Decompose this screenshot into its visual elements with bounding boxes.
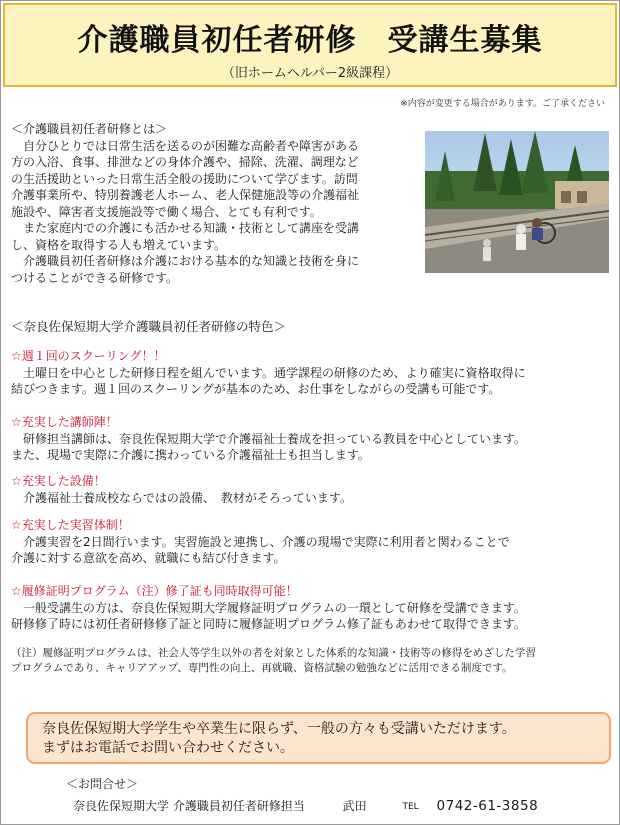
title-banner [3,3,617,87]
feature-item [11,414,526,464]
intro-line: また家庭内での介護にも活かせる知識・技術として講座を受講 [11,221,360,235]
page-title: 介護職員初任者研修 受講生募集 [77,23,543,58]
footnote-line: プログラムであり、キャリアアップ、専門性の向上、再就職、資格試験の勉強などに活用できる制度です。 [11,662,513,674]
feature-line: 介護実習を2日間行います。実習施設と連携し、介護の現場で実際に利用者と関わることで [11,534,510,549]
page-subtitle: （旧ホームヘルパー2級課程） [221,66,399,81]
feature-line: 一般受講生の方は、奈良佐保短期大学履修証明プログラムの一環として研修を受講できます。 [11,600,526,615]
contact-person: 武田 [342,799,367,813]
intro-section [11,121,359,286]
intro-line: 自分ひとりでは日常生活を送るのが困難な高齢者や障害がある [11,138,360,153]
feature-item [11,473,352,506]
contact-heading: ＜お問合せ＞ [66,777,139,791]
feature-line: 研修修了時には初任者研修修了証と同時に履修証明プログラム修了証もあわせて取得できます。 [11,617,526,631]
feature-line: 結びつきます。週１回のスクーリングが基本のため、お仕事をしながらの受講も可能です。 [11,382,501,396]
intro-line: の生活援助といった日常生活全般の援助について学びます。訪問 [11,171,358,186]
intro-line: 施設や、障害者支援施設等で働く場合、とても有利です。 [11,204,322,219]
intro-heading: ＜介護職員初任者研修とは＞ [11,122,168,136]
intro-line: つけることができる研修です。 [11,270,179,285]
change-notice: ※内容が変更する場合があります。ご了承ください [400,99,605,109]
feature-line: 介護福祉士養成校ならではの設備、 教材がそろっています。 [11,490,352,505]
feature-item [11,517,510,567]
open-enrollment-callout [26,712,611,764]
feature-title: ☆充実した設備！ [11,474,106,488]
callout-line: 奈良佐保短期大学学生や卒業生に限らず、一般の方々も受講いただけます。 [42,721,516,737]
feature-title: ☆充実した実習体制！ [11,518,130,532]
tel-label: TEL [402,802,419,812]
intro-line: し、資格を取得する人も増えています。 [11,237,227,252]
footnote [11,646,536,676]
feature-item [11,583,526,633]
contact-phone[interactable]: 0742-61-3858 [436,798,539,814]
feature-line: また、現場で実際に介護に携わっている介護福祉士も担当します。 [11,448,370,462]
callout-line: まずはお電話でお問い合わせください。 [42,740,294,756]
features-heading: ＜奈良佐保短期大学介護職員初任者研修の特色＞ [11,319,287,334]
intro-line: 介護事業所や、特別養護老人ホーム、老人保健施設等の介護福祉 [11,188,360,202]
contact-org: 奈良佐保短期大学 介護職員初任者研修担当 [73,799,305,813]
feature-line: 介護に対する意欲を高め、就職にも結び付きます。 [11,551,286,565]
contact-info [73,797,538,814]
feature-line: 研修担当講師は、奈良佐保短期大学で介護福祉士養成を担っている教員を中心としています。 [11,431,527,446]
footnote-line: （注）履修証明プログラムは、社会人等学生以外の者を対象とした体系的な知識・技術等の修得をめざした学習 [11,647,536,659]
feature-line: 土曜日を中心とした研修日程を組んでいます。通学課程の研修のため、より確実に資格取得に [11,365,526,380]
intro-line: 方の入浴、食事、排泄などの身体介護や、掃除、洗濯、調理など [11,155,359,169]
feature-title: ☆履修証明プログラム（注）修了証も同時取得可能！ [11,584,298,598]
feature-title: ☆充実した講師陣！ [11,415,118,429]
feature-item [11,348,526,398]
care-facility-photo [425,131,609,273]
feature-title: ☆週１回のスクーリング！！ [11,349,166,363]
intro-line: 介護職員初任者研修は介護における基本的な知識と技術を身に [11,254,360,268]
